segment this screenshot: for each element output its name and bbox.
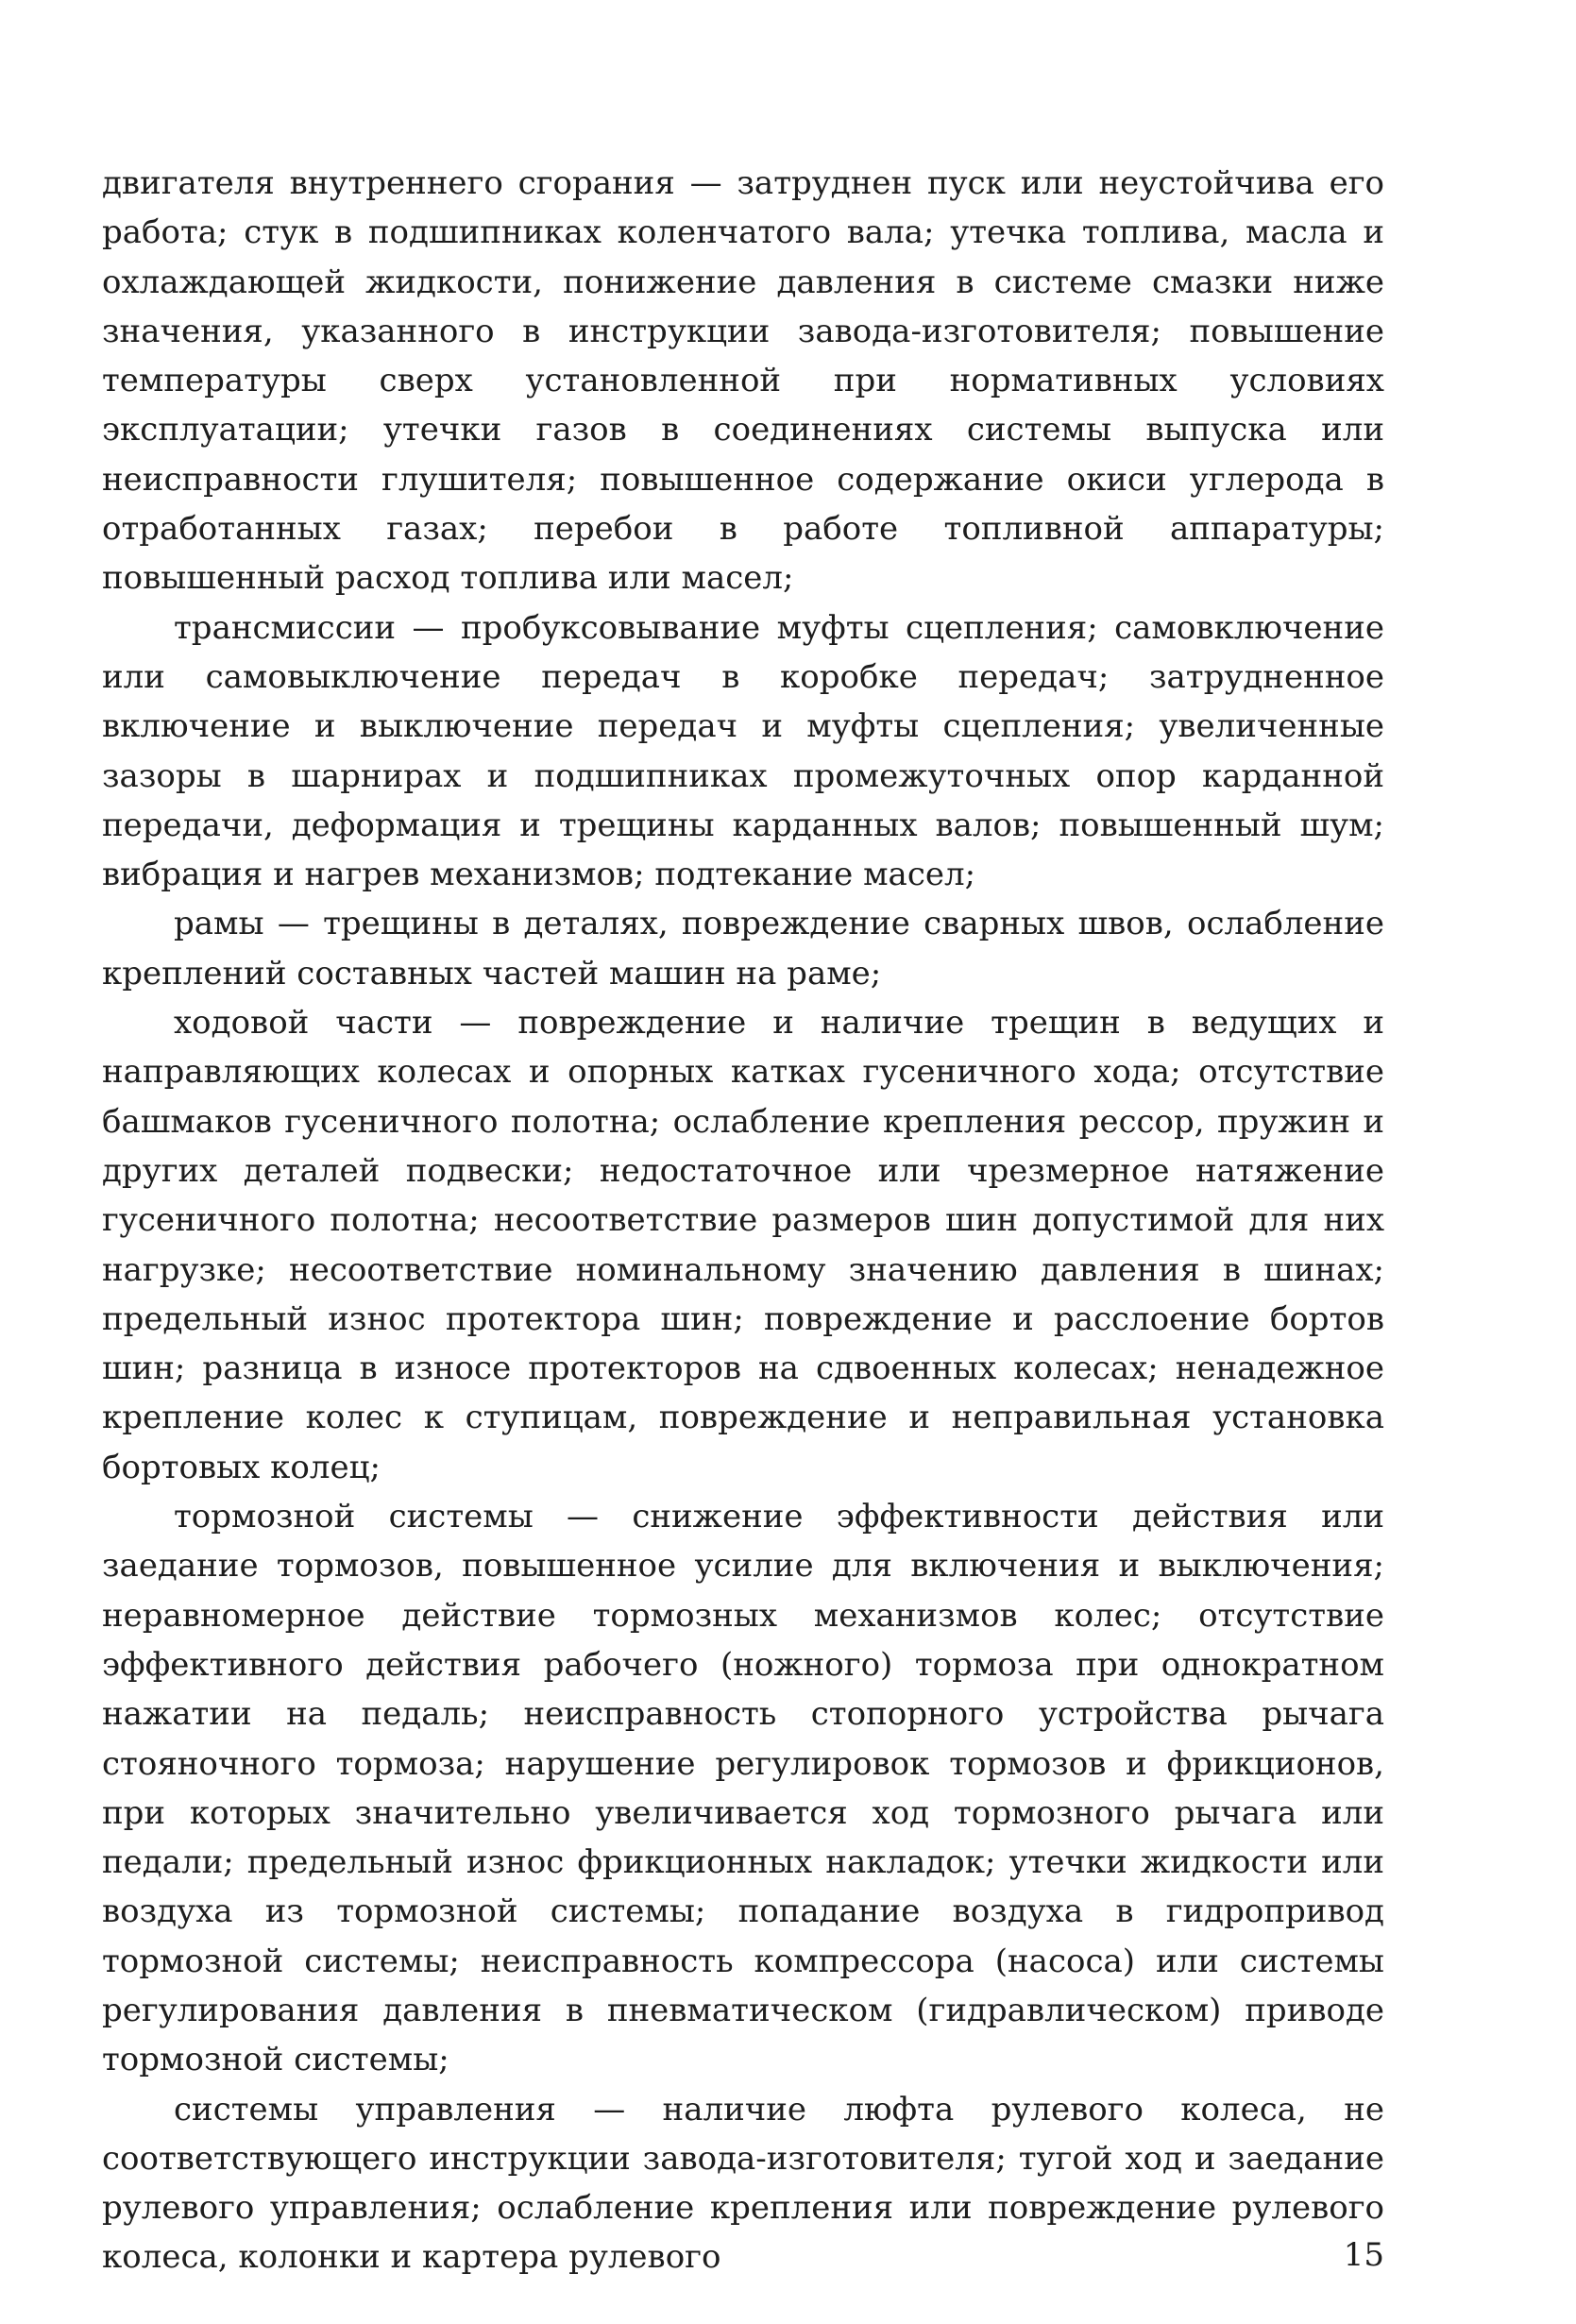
paragraph-steering-system: системы управления — наличие люфта рулевого колеса, не соответствующего инструкции завода-изготовителя; тугой ход и заедание рулевого управления; ослабление крепления или повреждение рулевого колеса, колонки и картера рулевого [102,2090,1384,2277]
paragraph-transmission: трансмиссии — пробуксовывание муфты сцепления; самовключение или самовыключение передач в коробке передач; затрудненное включение и выключение передач и муфты сцепления; увеличенные зазоры в шарнирах и подшипниках промежуточных опор карданной передачи, деформация и трещины карданных валов; повышенный шум; вибрация и нагрев механизмов; подтекание масел; [102,608,1384,894]
page-number: 15 [1343,2236,1384,2274]
paragraph-brake-system: тормозной системы — снижение эффективности действия или заедание тормозов, повышенное усилие для включения и выключения; неравномерное действие тормозных механизмов колес; отсутствие эффективного действия рабочего (ножного) тормоза при однократном нажатии на педаль; неисправность стопорного устройства рычага стояночного тормоза; нарушение регулировок тормозов и фрикционов, при которых значительно увеличивается ход тормозного рычага или педали; предельный износ фрикционных накладок; утечки жидкости или воздуха из тормозной системы; попадание воздуха в гидропривод тормозной системы; неисправность компрессора (насоса) или системы регулирования давления в пневматическом (гидравлическом) приводе тормозной системы; [102,1498,1384,2079]
paragraph-engine: двигателя внутреннего сгорания — затруднен пуск или неустойчива его работа; стук в подшипниках коленчатого вала; утечка топлива, масла и охлаждающей жидкости, понижение давления в системе смазки ниже значения, указанного в инструкции завода-изготовителя; повышение температуры сверх установленной при нормативных условиях эксплуатации; утечки газов в соединениях системы выпуска или неисправности глушителя; повышенное содержание окиси углерода в отработанных газах; перебои в работе топливной аппаратуры; повышенный расход топлива или масел; [102,164,1384,598]
paragraph-running-gear: ходовой части — повреждение и наличие трещин в ведущих и направляющих колесах и опорных катках гусеничного хода; отсутствие башмаков гусеничного полотна; ослабление крепления рессор, пружин и других деталей подвески; недостаточное или чрезмерное натяжение гусеничного полотна; несоответствие размеров шин допустимой для них нагрузке; несоответствие номинальному значению давления в шинах; предельный износ протектора шин; повреждение и расслоение бортов шин; разница в износе протекторов на сдвоенных колесах; ненадежное крепление колес к ступицам, повреждение и неправильная установка бортовых колец; [102,1004,1384,1486]
page-text-body [102,159,1384,2282]
paragraph-frame: рамы — трещины в деталях, повреждение сварных швов, ослабление креплений составных частей машин на раме; [102,905,1384,992]
